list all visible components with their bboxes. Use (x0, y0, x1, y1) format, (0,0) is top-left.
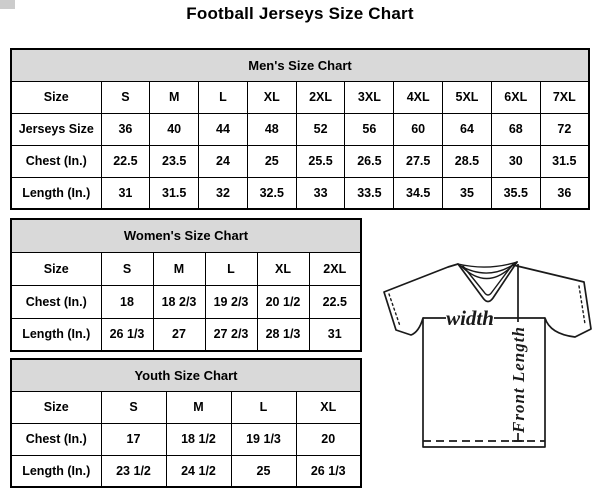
size-value-cell: 68 (491, 113, 540, 145)
size-value-cell: 32.5 (247, 177, 296, 209)
table-row (11, 252, 361, 285)
size-value-cell: 60 (394, 113, 443, 145)
row-label: Jerseys Size (11, 113, 101, 145)
size-value-cell: 31 (309, 318, 361, 351)
size-value-cell: 44 (199, 113, 248, 145)
size-value-cell: 52 (296, 113, 345, 145)
size-value-cell: 35 (443, 177, 492, 209)
size-value-cell: 28 1/3 (257, 318, 309, 351)
row-label: Size (11, 391, 101, 423)
size-value-cell: 24 1/2 (166, 455, 231, 487)
row-label: Length (In.) (11, 177, 101, 209)
cuff-dotted-line-left (389, 294, 400, 326)
table-row (11, 81, 589, 113)
mens-size-chart-table (10, 48, 590, 210)
size-value-cell: 26 1/3 (101, 318, 153, 351)
size-value-cell: M (150, 81, 199, 113)
size-value-cell: 27 (153, 318, 205, 351)
jersey-diagram-svg (372, 252, 598, 458)
table-row (11, 318, 361, 351)
row-label: Chest (In.) (11, 145, 101, 177)
front-length-label: Front Length (509, 326, 528, 433)
men-table-title: Men's Size Chart (11, 49, 589, 81)
size-value-cell: 36 (540, 177, 589, 209)
table-row (11, 455, 361, 487)
size-value-cell: 4XL (394, 81, 443, 113)
size-value-cell: 18 (101, 285, 153, 318)
size-value-cell: 20 (296, 423, 361, 455)
size-value-cell: M (153, 252, 205, 285)
size-value-cell: L (231, 391, 296, 423)
size-value-cell: 7XL (540, 81, 589, 113)
size-value-cell: 56 (345, 113, 394, 145)
size-value-cell: 31.5 (540, 145, 589, 177)
table-row (11, 177, 589, 209)
size-value-cell: 33 (296, 177, 345, 209)
collar-back-line (458, 262, 517, 267)
table-row (11, 285, 361, 318)
size-value-cell: 27.5 (394, 145, 443, 177)
row-label: Length (In.) (11, 455, 101, 487)
size-value-cell: 36 (101, 113, 150, 145)
size-value-cell: 25 (231, 455, 296, 487)
size-value-cell: 48 (247, 113, 296, 145)
page-title: Football Jerseys Size Chart (186, 4, 414, 23)
table-row (11, 391, 361, 423)
size-value-cell: 24 (199, 145, 248, 177)
size-value-cell: 40 (150, 113, 199, 145)
row-label: Size (11, 252, 101, 285)
size-value-cell: 20 1/2 (257, 285, 309, 318)
size-value-cell: 27 2/3 (205, 318, 257, 351)
size-value-cell: 26.5 (345, 145, 394, 177)
jersey-outline (384, 262, 591, 447)
size-value-cell: 23.5 (150, 145, 199, 177)
size-value-cell: XL (247, 81, 296, 113)
size-value-cell: 33.5 (345, 177, 394, 209)
size-value-cell: 35.5 (491, 177, 540, 209)
size-value-cell: 6XL (491, 81, 540, 113)
size-value-cell: 25 (247, 145, 296, 177)
size-value-cell: 19 1/3 (231, 423, 296, 455)
size-value-cell: 31 (101, 177, 150, 209)
size-value-cell: XL (296, 391, 361, 423)
size-value-cell: L (205, 252, 257, 285)
size-value-cell: L (199, 81, 248, 113)
row-label: Length (In.) (11, 318, 101, 351)
jersey-measurement-diagram (372, 252, 598, 458)
size-value-cell: 18 1/2 (166, 423, 231, 455)
size-value-cell: 2XL (296, 81, 345, 113)
size-value-cell: 18 2/3 (153, 285, 205, 318)
size-value-cell: 19 2/3 (205, 285, 257, 318)
size-value-cell: 64 (443, 113, 492, 145)
width-label: width (446, 306, 494, 330)
cuff-dotted-line-right (579, 286, 585, 324)
youth-table-title: Youth Size Chart (11, 359, 361, 391)
size-value-cell: 28.5 (443, 145, 492, 177)
size-value-cell: 25.5 (296, 145, 345, 177)
size-value-cell: 23 1/2 (101, 455, 166, 487)
size-value-cell: 34.5 (394, 177, 443, 209)
size-value-cell: 72 (540, 113, 589, 145)
size-value-cell: S (101, 391, 166, 423)
row-label: Chest (In.) (11, 285, 101, 318)
women-table-title: Women's Size Chart (11, 219, 361, 252)
table-row (11, 113, 589, 145)
size-value-cell: 31.5 (150, 177, 199, 209)
size-value-cell: M (166, 391, 231, 423)
table-row (11, 145, 589, 177)
size-value-cell: 32 (199, 177, 248, 209)
size-value-cell: 17 (101, 423, 166, 455)
size-value-cell: S (101, 252, 153, 285)
row-label: Chest (In.) (11, 423, 101, 455)
size-value-cell: 22.5 (101, 145, 150, 177)
table-row (11, 423, 361, 455)
size-value-cell: XL (257, 252, 309, 285)
size-value-cell: 30 (491, 145, 540, 177)
womens-size-chart-table (10, 218, 362, 352)
size-value-cell: S (101, 81, 150, 113)
youth-size-chart-table (10, 358, 362, 488)
row-label: Size (11, 81, 101, 113)
size-value-cell: 22.5 (309, 285, 361, 318)
size-value-cell: 26 1/3 (296, 455, 361, 487)
size-value-cell: 5XL (443, 81, 492, 113)
size-value-cell: 2XL (309, 252, 361, 285)
size-value-cell: 3XL (345, 81, 394, 113)
